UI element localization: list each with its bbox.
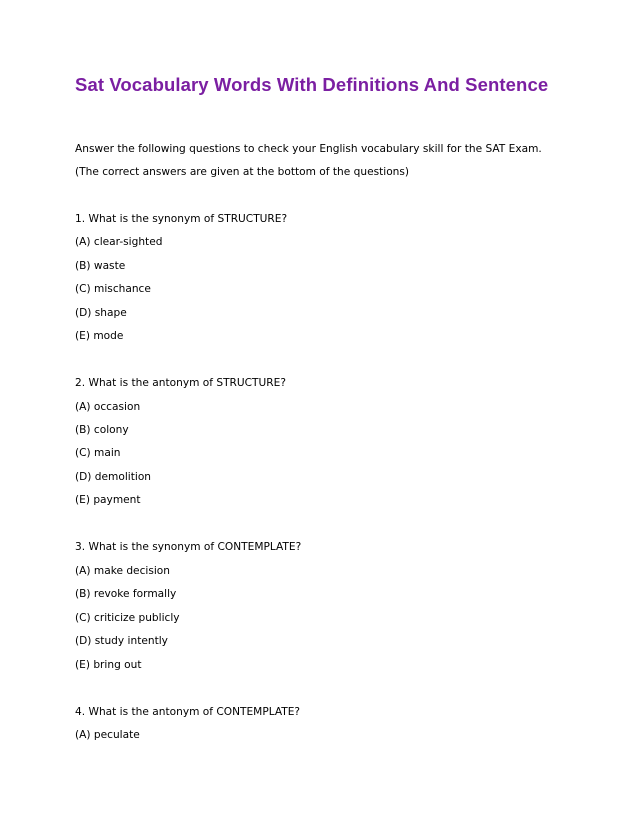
document-title: Sat Vocabulary Words With Definitions And Sentence [75, 74, 549, 95]
question-3-option-b: (B) revoke formally [75, 588, 177, 600]
question-1-option-e: (E) mode [75, 330, 124, 342]
question-2-option-b: (B) colony [75, 424, 129, 436]
question-3-option-d: (D) study intently [75, 635, 168, 647]
question-2-prompt: 2. What is the antonym of STRUCTURE? [75, 377, 286, 389]
question-1-prompt: 1. What is the synonym of STRUCTURE? [75, 213, 288, 225]
question-1-option-a: (A) clear-sighted [75, 236, 163, 248]
question-3-option-c: (C) criticize publicly [75, 612, 180, 624]
question-2-option-e: (E) payment [75, 494, 141, 506]
intro-line: Answer the following questions to check your English vocabulary skill for the SAT Exam. [75, 143, 542, 155]
question-3-option-e: (E) bring out [75, 659, 142, 671]
question-2-option-d: (D) demolition [75, 471, 152, 483]
question-3-prompt: 3. What is the synonym of CONTEMPLATE? [75, 541, 302, 553]
question-3-option-a: (A) make decision [75, 565, 171, 577]
question-4-prompt: 4. What is the antonym of CONTEMPLATE? [75, 706, 301, 718]
intro-note: (The correct answers are given at the bottom of the questions) [75, 166, 410, 178]
question-1-option-d: (D) shape [75, 307, 127, 319]
question-2-option-c: (C) main [75, 447, 121, 459]
question-4-option-a: (A) peculate [75, 729, 140, 741]
question-1-option-c: (C) mischance [75, 283, 151, 295]
question-1-option-b: (B) waste [75, 260, 126, 272]
question-2-option-a: (A) occasion [75, 401, 141, 413]
